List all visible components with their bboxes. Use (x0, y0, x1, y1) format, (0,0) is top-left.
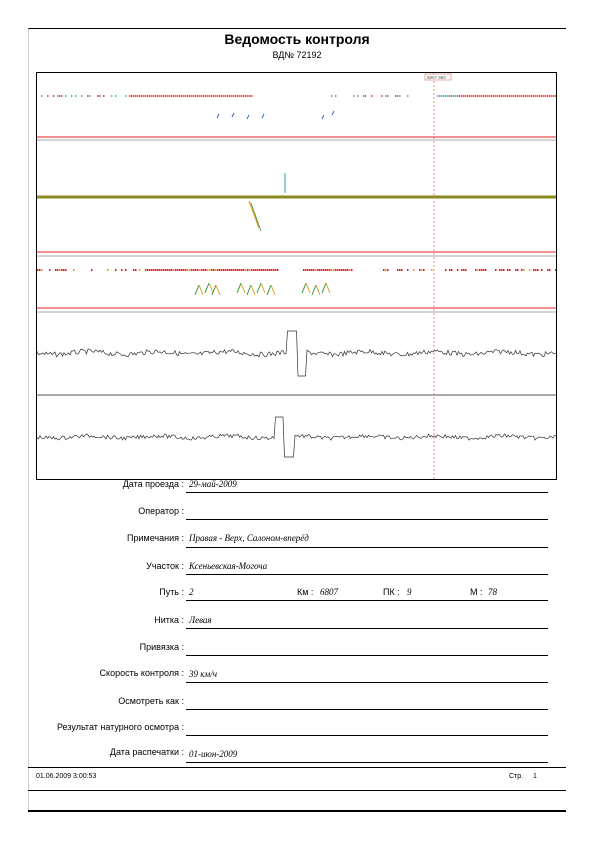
band3-echo (216, 285, 220, 295)
print-date-label: Дата распечатки : (109, 747, 184, 757)
print-date-line (186, 762, 548, 763)
date-line (186, 492, 548, 493)
band1-echo (332, 111, 334, 115)
flaw-detection-chart (36, 72, 557, 480)
print-date-value: 01-июн-2009 (189, 749, 238, 759)
footer-rule-middle (28, 790, 566, 791)
band2-echo (249, 201, 259, 228)
band3-echo (316, 285, 320, 295)
band1-echo (217, 114, 219, 118)
band3-echo (247, 285, 251, 295)
speed-line (186, 682, 548, 683)
result-label: Результат натурного осмотра : (56, 722, 184, 732)
notes-label: Примечания : (127, 533, 184, 543)
track-value: 2 (189, 587, 194, 597)
band3-echo (205, 283, 209, 293)
band1-echo (232, 113, 234, 117)
pk-value: 9 (407, 587, 412, 597)
band3-echo (257, 283, 261, 293)
band3-echo (312, 285, 316, 295)
band3-echo (241, 283, 245, 293)
footer-rule-top (28, 767, 566, 768)
notes-value: Правая - Верх, Салоном-вперёд (189, 533, 309, 543)
band3-echo (267, 285, 271, 295)
band3-echo (251, 285, 255, 295)
date-value: 29-май-2009 (189, 479, 237, 489)
section-label: Участок : (146, 561, 184, 571)
operator-label: Оператор : (138, 506, 184, 516)
track-line (186, 600, 548, 601)
rail-value: Левая (189, 615, 212, 625)
km-label: Км : (297, 587, 314, 597)
notes-line (186, 547, 548, 548)
pk-label: ПК : (383, 587, 400, 597)
band1-echo (322, 115, 324, 119)
trace-lower (37, 417, 557, 457)
document-title: Ведомость контроля (224, 31, 370, 47)
section-value: Ксеньевская-Могоча (189, 561, 268, 571)
track-label: Путь : (159, 587, 184, 597)
band2-echo (251, 203, 261, 231)
document-number: ВД№ 72192 (272, 50, 322, 60)
inspect-label: Осмотреть как : (118, 696, 184, 706)
position-marker-label: 6807 680 (427, 75, 446, 80)
band3-echo (271, 285, 275, 295)
band3-echo (306, 283, 310, 293)
km-value: 6807 (320, 587, 338, 597)
date-label: Дата проезда : (122, 479, 184, 489)
band3-echo (209, 283, 213, 293)
band1-echo (262, 114, 264, 118)
binding-line (186, 655, 548, 656)
band3-echo (199, 285, 203, 295)
band3-echo (302, 283, 306, 293)
rail-line (186, 628, 548, 629)
footer-timestamp: 01.06.2009 3:00:53 (36, 773, 97, 780)
band3-echo (195, 285, 199, 295)
band3-echo (322, 283, 326, 293)
band3-echo (261, 283, 265, 293)
m-value: 78 (488, 587, 497, 597)
m-label: М : (470, 587, 483, 597)
band3-echo (212, 285, 216, 295)
speed-value: 39 км/ч (189, 669, 217, 679)
chart-canvas (37, 73, 557, 480)
footer-rule-bottom (28, 810, 566, 812)
footer-page-label: Стр. (509, 773, 524, 780)
binding-label: Привязка : (139, 642, 184, 652)
operator-line (186, 519, 548, 520)
band1-echo (247, 115, 249, 119)
speed-label: Скорость контроля : (99, 668, 184, 678)
band3-echo (326, 283, 330, 293)
footer-page-number: 1 (533, 773, 537, 780)
band3-echo (237, 283, 241, 293)
section-line (186, 574, 548, 575)
trace-upper (37, 331, 557, 376)
inspect-line (186, 709, 548, 710)
result-line (186, 735, 548, 736)
rail-label: Нитка : (154, 615, 184, 625)
